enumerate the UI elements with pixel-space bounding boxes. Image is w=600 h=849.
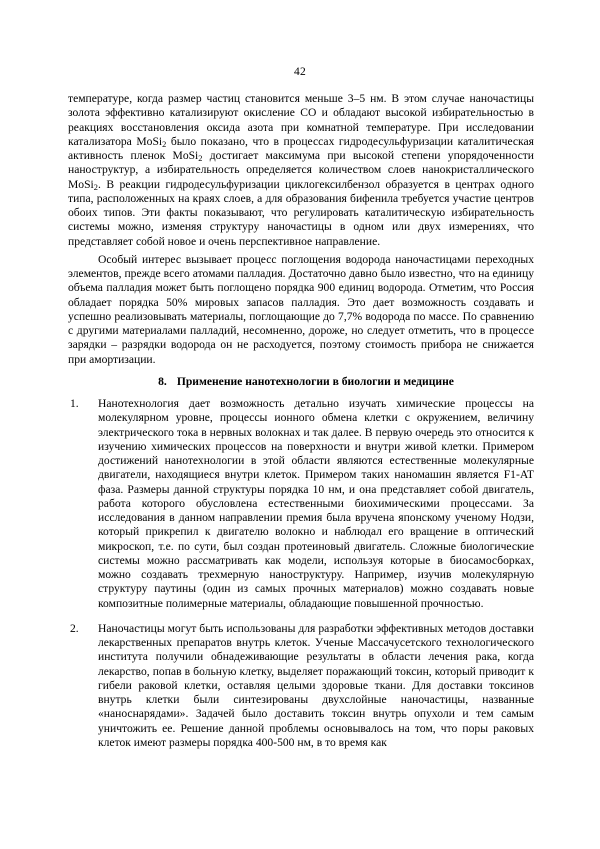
list-item-marker: 1. <box>70 397 79 410</box>
paragraph-1: температуре, когда размер частиц становится меньше 3–5 нм. В этом случае наночастицы золота эффективно катализируют окисление CO и обладают высокой избирательностью в реакциях восстановления оксида азота при комнатной температуре. При исследовании катализатора MoSi$_2$ было показано, что в процессах гидродесульфуризации каталитическая активность пленок MoSi$_2$ достигает максимума при высокой степени упорядоченности наноструктур, а избирательность определяется количеством слоев нанокристаллического MoSi$_2$. В реакции гидродесульфуризации циклогексилбензол образуется в центрах одного типа, расположенных на краях слоев, а для образования бифенила требуется участие центров обоих типов. Эти факты показывают, что регулировать каталитическую избирательность системы можно, изменяя структуру наночастицы в одном или двух измерениях, что представляет собой новое и очень перспективное направление. <box>68 92 534 248</box>
list-item <box>68 397 534 611</box>
page-content <box>68 92 534 750</box>
section-heading <box>68 375 534 389</box>
heading-spacer-bottom <box>68 389 534 397</box>
section-heading-number: 8. <box>158 374 167 388</box>
numbered-list <box>68 397 534 750</box>
list-item <box>68 622 534 750</box>
page-number: 42 <box>294 66 306 78</box>
paragraph-2: Особый интерес вызывает процесс поглощения водорода наночастицами переходных элементов, прежде всего атомами палладия. Достаточно давно было известно, что на единицу объема палладия может быть поглощено порядка 900 единиц водорода. Отметим, что Россия обладает порядка 50% мировых запасов палладия. Это дает возможность создавать и успешно реализовывать материалы, поглощающие до 7,7% водорода по массе. По сравнению с другими материалами палладий, несомненно, дороже, но следует отметить, что в процессе зарядки – разрядки водорода он не расходуется, поэтому стоимость прибора не снижается при амортизации. <box>68 252 534 366</box>
section-heading-text: Применение нанотехнологии в биологии и медицине <box>176 374 454 388</box>
list-item-marker: 2. <box>70 621 79 635</box>
list-item-text: Наночастицы могут быть использованы для разработки эффективных методов доставки лекарственных препаратов внутрь клеток. Ученые Массачусетского технологического института получили обнадеживающие результаты в области лечения рака, когда лекарство, попав в больную клетку, выделяет поражающий токсин, который приводит к гибели раковой клетки, оставляя целыми здоровые ткани. Для доставки токсинов внутрь клетки были синтезированы двухслойные наночастицы, названные «наноснарядами». Задачей было доставить токсин внутрь опухоли и тем самым уничтожить ее. Решение данной проблемы основывалось на том, что поры раковых клеток имеют размеры порядка 400-500 нм, в то время как <box>98 621 534 749</box>
list-item-text: Нанотехнология дает возможность детально изучать химические процессы на молекулярном уровне, процессы ионного обмена клетки с окружением, величину электрического тока в нервных волокнах и так далее. В первую очередь это относится к изучению химических процессов на поверхности и внутри живой клетки. Примером достижений нанотехнологии в этой области являются естественные молекулярные двигатели, находящиеся внутри клеток. Примером таких наномашин является F1-AT фаза. Размеры данной структуры порядка 10 нм, и она представляет собой двигатель, работа которого обусловлена естественными биохимическими процессами. За исследования в данном направлении премия была вручена японскому ученому Нодзи, который прикрепил к двигателю волокно и наблюдал его вращение в оптический микроскоп, т.е. по сути, был создан протеиновый двигатель. Сложные биологические системы можно рассматривать как модели, используя которые в биосамосборках, можно создавать трехмерную наноструктуру. Например, изучив молекулярную структуру паутины (один из самых прочных материалов) можно создавать новые композитные полимерные материалы, обладающие повышенной прочностью. <box>98 397 534 610</box>
heading-spacer-top <box>68 367 534 375</box>
